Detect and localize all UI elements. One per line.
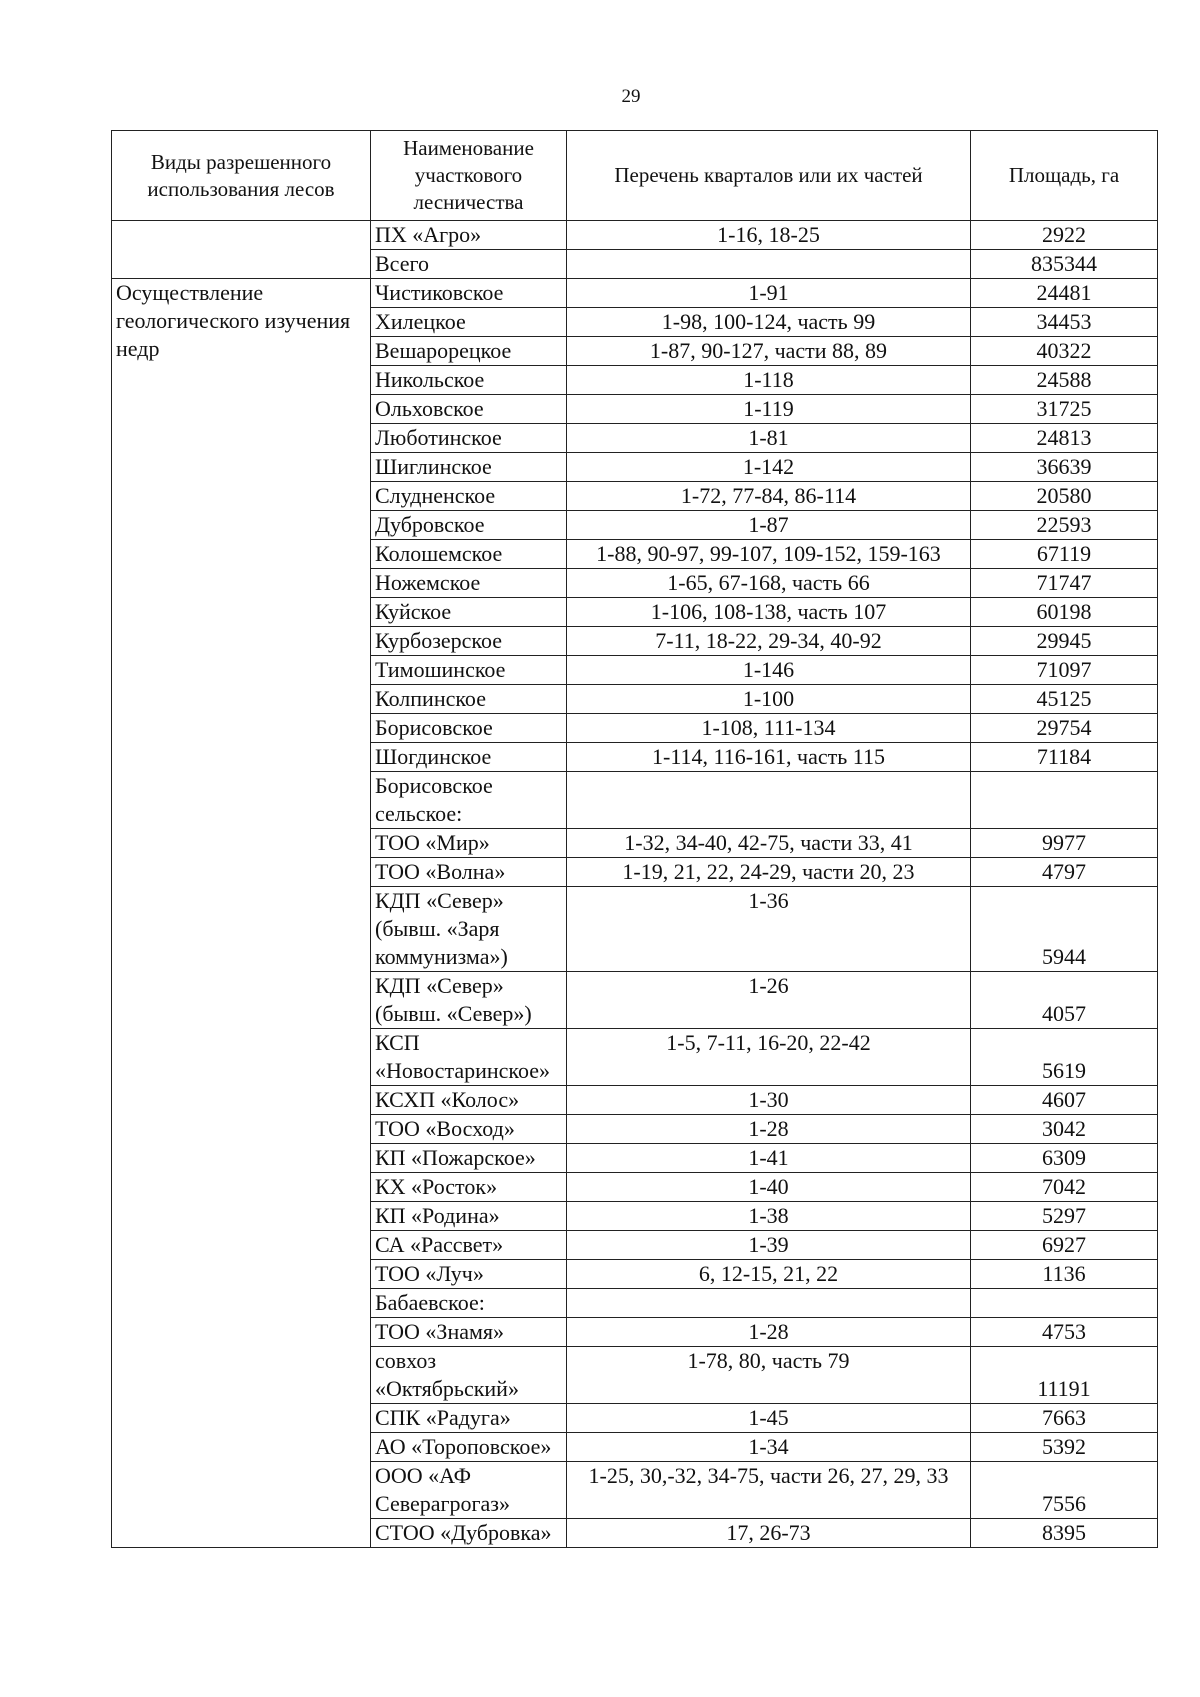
forestry-cell: Слудненское (371, 482, 567, 511)
forestry-cell: Бабаевское: (371, 1289, 567, 1318)
table-row (112, 221, 1158, 250)
quarters-cell (567, 250, 971, 279)
area-cell: 7663 (971, 1404, 1158, 1433)
forestry-cell: КХ «Росток» (371, 1173, 567, 1202)
quarters-cell: 1-28 (567, 1318, 971, 1347)
area-cell: 835344 (971, 250, 1158, 279)
forestry-cell: ТОО «Знамя» (371, 1318, 567, 1347)
area-cell (971, 772, 1158, 829)
forestry-cell: Дубровское (371, 511, 567, 540)
forestry-cell: СТОО «Дубровка» (371, 1519, 567, 1548)
forestry-cell: СПК «Радуга» (371, 1404, 567, 1433)
forest-use-table (111, 130, 1158, 1548)
quarters-cell: 1-108, 111-134 (567, 714, 971, 743)
quarters-cell: 1-32, 34-40, 42-75, части 33, 41 (567, 829, 971, 858)
forestry-cell: совхоз «Октябрьский» (371, 1347, 567, 1404)
quarters-cell: 6, 12-15, 21, 22 (567, 1260, 971, 1289)
area-cell: 22593 (971, 511, 1158, 540)
quarters-cell: 1-72, 77-84, 86-114 (567, 482, 971, 511)
forestry-cell: ТОО «Восход» (371, 1115, 567, 1144)
quarters-cell: 1-41 (567, 1144, 971, 1173)
forestry-cell: Тимошинское (371, 656, 567, 685)
area-cell: 24481 (971, 279, 1158, 308)
forestry-cell: Ольховское (371, 395, 567, 424)
quarters-cell: 1-36 (567, 887, 971, 972)
quarters-cell: 1-142 (567, 453, 971, 482)
forestry-cell: Борисовское сельское: (371, 772, 567, 829)
area-cell: 5944 (971, 887, 1158, 972)
area-cell: 67119 (971, 540, 1158, 569)
quarters-cell: 1-81 (567, 424, 971, 453)
table-header-row (112, 131, 1158, 221)
table-body (112, 221, 1158, 1548)
forestry-cell: АО «Тороповское» (371, 1433, 567, 1462)
quarters-cell: 1-91 (567, 279, 971, 308)
area-cell: 5297 (971, 1202, 1158, 1231)
quarters-cell: 1-28 (567, 1115, 971, 1144)
area-cell: 7556 (971, 1462, 1158, 1519)
area-cell: 31725 (971, 395, 1158, 424)
forestry-cell: ТОО «Волна» (371, 858, 567, 887)
quarters-cell: 1-16, 18-25 (567, 221, 971, 250)
quarters-cell: 1-26 (567, 972, 971, 1029)
forestry-cell: Вешарорецкое (371, 337, 567, 366)
quarters-cell: 7-11, 18-22, 29-34, 40-92 (567, 627, 971, 656)
forestry-cell: Хилецкое (371, 308, 567, 337)
forestry-cell: Шиглинское (371, 453, 567, 482)
quarters-cell: 1-78, 80, часть 79 (567, 1347, 971, 1404)
quarters-cell: 1-87 (567, 511, 971, 540)
area-cell: 4057 (971, 972, 1158, 1029)
area-cell: 34453 (971, 308, 1158, 337)
quarters-cell: 1-40 (567, 1173, 971, 1202)
area-cell: 3042 (971, 1115, 1158, 1144)
forestry-cell: КП «Пожарское» (371, 1144, 567, 1173)
header-quarters: Перечень кварталов или их частей (567, 131, 971, 221)
area-cell: 8395 (971, 1519, 1158, 1548)
quarters-cell: 1-88, 90-97, 99-107, 109-152, 159-163 (567, 540, 971, 569)
forestry-cell: Всего (371, 250, 567, 279)
forestry-cell: Никольское (371, 366, 567, 395)
forestry-cell: КДП «Север» (бывш. «Заря коммунизма») (371, 887, 567, 972)
forestry-cell: Шогдинское (371, 743, 567, 772)
quarters-cell: 1-19, 21, 22, 24-29, части 20, 23 (567, 858, 971, 887)
header-use-type: Виды разрешенного использования лесов (112, 131, 371, 221)
area-cell: 24588 (971, 366, 1158, 395)
area-cell: 40322 (971, 337, 1158, 366)
quarters-cell: 1-65, 67-168, часть 66 (567, 569, 971, 598)
area-cell: 45125 (971, 685, 1158, 714)
quarters-cell: 1-25, 30,-32, 34-75, части 26, 27, 29, 33 (567, 1462, 971, 1519)
quarters-cell (567, 1289, 971, 1318)
area-cell: 9977 (971, 829, 1158, 858)
forestry-cell: Колпинское (371, 685, 567, 714)
area-cell: 29754 (971, 714, 1158, 743)
area-cell: 4797 (971, 858, 1158, 887)
quarters-cell: 1-100 (567, 685, 971, 714)
page-number: 29 (621, 86, 641, 107)
area-cell: 36639 (971, 453, 1158, 482)
quarters-cell: 1-106, 108-138, часть 107 (567, 598, 971, 627)
area-cell (971, 1289, 1158, 1318)
quarters-cell: 1-146 (567, 656, 971, 685)
quarters-cell (567, 772, 971, 829)
table-row (112, 279, 1158, 308)
forestry-cell: Колошемское (371, 540, 567, 569)
area-cell: 11191 (971, 1347, 1158, 1404)
quarters-cell: 1-30 (567, 1086, 971, 1115)
forestry-cell: Люботинское (371, 424, 567, 453)
area-cell: 71184 (971, 743, 1158, 772)
area-cell: 2922 (971, 221, 1158, 250)
forestry-cell: КП «Родина» (371, 1202, 567, 1231)
forestry-cell: КСП «Новостаринское» (371, 1029, 567, 1086)
area-cell: 7042 (971, 1173, 1158, 1202)
category-cell: Осуществление геологического изучения недр (112, 279, 371, 1548)
area-cell: 5392 (971, 1433, 1158, 1462)
forestry-cell: Борисовское (371, 714, 567, 743)
quarters-cell: 1-114, 116-161, часть 115 (567, 743, 971, 772)
forestry-cell: ТОО «Мир» (371, 829, 567, 858)
quarters-cell: 1-119 (567, 395, 971, 424)
quarters-cell: 1-5, 7-11, 16-20, 22-42 (567, 1029, 971, 1086)
quarters-cell: 1-38 (567, 1202, 971, 1231)
forestry-cell: КСХП «Колос» (371, 1086, 567, 1115)
area-cell: 20580 (971, 482, 1158, 511)
forestry-cell: КДП «Север» (бывш. «Север») (371, 972, 567, 1029)
area-cell: 4753 (971, 1318, 1158, 1347)
area-cell: 5619 (971, 1029, 1158, 1086)
area-cell: 24813 (971, 424, 1158, 453)
quarters-cell: 1-87, 90-127, части 88, 89 (567, 337, 971, 366)
area-cell: 1136 (971, 1260, 1158, 1289)
area-cell: 6309 (971, 1144, 1158, 1173)
quarters-cell: 1-118 (567, 366, 971, 395)
area-cell: 6927 (971, 1231, 1158, 1260)
area-cell: 71747 (971, 569, 1158, 598)
empty-category-cell (112, 221, 371, 279)
forestry-cell: Куйское (371, 598, 567, 627)
header-area: Площадь, га (971, 131, 1158, 221)
quarters-cell: 1-34 (567, 1433, 971, 1462)
area-cell: 71097 (971, 656, 1158, 685)
forestry-cell: Курбозерское (371, 627, 567, 656)
area-cell: 60198 (971, 598, 1158, 627)
quarters-cell: 17, 26-73 (567, 1519, 971, 1548)
header-forestry: Наименование участкового лесничества (371, 131, 567, 221)
quarters-cell: 1-45 (567, 1404, 971, 1433)
forestry-cell: ПХ «Агро» (371, 221, 567, 250)
quarters-cell: 1-98, 100-124, часть 99 (567, 308, 971, 337)
forestry-cell: ТОО «Луч» (371, 1260, 567, 1289)
forestry-cell: СА «Рассвет» (371, 1231, 567, 1260)
forestry-cell: ООО «АФ Севеpагрогаз» (371, 1462, 567, 1519)
quarters-cell: 1-39 (567, 1231, 971, 1260)
area-cell: 29945 (971, 627, 1158, 656)
area-cell: 4607 (971, 1086, 1158, 1115)
forestry-cell: Чистиковское (371, 279, 567, 308)
forestry-cell: Ножемское (371, 569, 567, 598)
